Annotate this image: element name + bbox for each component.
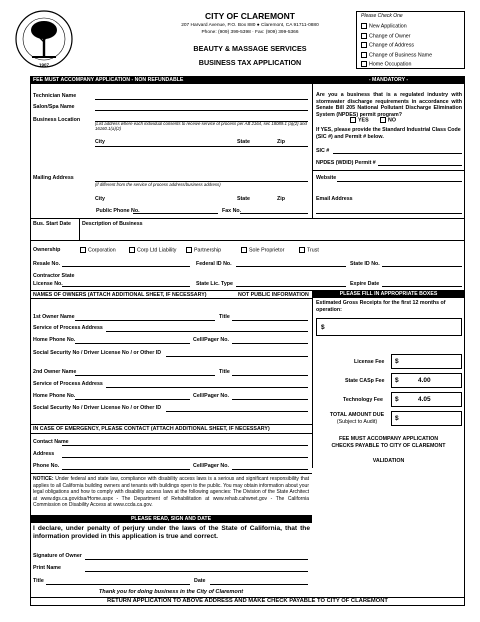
signature-label: Signature of Owner xyxy=(33,553,82,559)
city-label: City xyxy=(95,139,106,145)
casp-fee-dollar: $ xyxy=(395,377,399,384)
federal-id-label: Federal ID No. xyxy=(196,261,232,267)
salon-input[interactable] xyxy=(95,110,308,111)
ownership-llc[interactable]: Corp Ltd Liability xyxy=(129,247,176,253)
ownership-corporation[interactable]: Corporation xyxy=(80,247,116,253)
state-id-input[interactable] xyxy=(382,266,462,267)
resale-input[interactable] xyxy=(62,266,190,267)
owner1-title-label: Title xyxy=(219,314,230,320)
owner2-title-label: Title xyxy=(219,369,230,375)
federal-id-input[interactable] xyxy=(236,266,346,267)
owner1-sop-input[interactable] xyxy=(106,331,308,332)
checkbox-change-address[interactable]: Change of Address xyxy=(361,42,414,48)
npdes-label: NPDES (WDID) Permit # xyxy=(316,160,376,166)
signature-input[interactable] xyxy=(85,559,308,560)
emergency-cell-input[interactable] xyxy=(232,469,308,470)
perjury-declaration: I declare, under penalty of perjury under the laws of the State of California, that the information provided in this application is true and correct. xyxy=(33,525,310,541)
email-input[interactable] xyxy=(316,213,462,214)
svg-text:1907: 1907 xyxy=(38,62,50,68)
fee-notice-bar: FEE MUST ACCOMPANY APPLICATION - NON REFUNDABLE xyxy=(30,76,312,84)
owner2-ssn-label: Social Security No / Driver License No / or Other ID xyxy=(33,405,162,411)
emergency-address-input[interactable] xyxy=(62,457,308,458)
state2-label: State xyxy=(237,196,250,202)
emergency-address-label: Address xyxy=(33,451,55,457)
signer-title-label: Title xyxy=(33,578,44,584)
owner1-ssn-input[interactable] xyxy=(166,356,308,357)
mailing-note: (if different from the service of process address/business address) xyxy=(95,182,221,187)
contractor-label-1: Contractor State xyxy=(33,273,75,279)
technician-label: Technician Name xyxy=(33,93,77,99)
print-name-label: Print Name xyxy=(33,565,61,571)
contractor-label-2: License No. xyxy=(33,281,63,287)
tech-fee-value: 4.05 xyxy=(418,396,431,403)
tech-fee-dollar: $ xyxy=(395,396,399,403)
notice-text: Under federal and state law, compliance with disability access laws is a serious and significant responsibility that applies to all California building owners and tenants with buildings open to the public. You may obtain information about your legal obligations and how to comply with disability access laws at the following agencies: The Division of the State Architect at www.dgs.ca.gov/dsa/Home.aspx - The Department of Rehabilitation at www.rehab.cahwnet.gov - The California Commission on Disability Access at www.ccda.ca.gov. xyxy=(33,476,309,508)
location-note: (List address where each individual consents to receive service of process per AB 2164, sec 18089.1 (a)(2) and 16160.1(a)(2) xyxy=(95,121,307,131)
state-lic-type-input[interactable] xyxy=(236,286,346,287)
checkbox-change-owner[interactable]: Change of Owner xyxy=(361,33,411,39)
business-description-label: Description of Business xyxy=(82,221,143,227)
form-title-1: BEAUTY & MASSAGE SERVICES xyxy=(193,44,307,53)
state-lic-type-label: State Lic. Type xyxy=(196,281,233,287)
check-one-box xyxy=(356,11,465,69)
emergency-phone-input[interactable] xyxy=(62,469,190,470)
checkbox-change-business-name[interactable]: Change of Business Name xyxy=(361,52,432,58)
owners-heading: NAMES OF OWNERS (ATTACH ADDITIONAL SHEET, IF NECESSARY) xyxy=(33,292,207,298)
total-due-label: TOTAL AMOUNT DUE xyxy=(329,412,385,418)
expire-date-label: Expire Date xyxy=(350,281,380,287)
form-title-2: BUSINESS TAX APPLICATION xyxy=(198,58,302,67)
tech-fee-label: Technology Fee xyxy=(343,397,383,403)
owner2-home-phone-input[interactable] xyxy=(75,399,190,400)
mailing-label: Mailing Address xyxy=(33,175,74,181)
city2-label: City xyxy=(95,196,106,202)
owner2-name-input[interactable] xyxy=(75,375,215,376)
email-label: Email Address xyxy=(316,196,353,202)
owner1-name-label: 1st Owner Name xyxy=(33,314,75,320)
bus-start-label: Bus. Start Date xyxy=(33,221,71,227)
city-phone: Phone: (909) 399-5398 · Fax: (909) 399-5366 xyxy=(201,30,299,35)
checkbox-home-occupation[interactable]: Home Occupation xyxy=(361,61,411,67)
license-fee-input[interactable] xyxy=(391,354,462,369)
owner1-cell-input[interactable] xyxy=(232,343,308,344)
zip-label: Zip xyxy=(277,139,285,145)
owner2-cell-label: Cell/Pager No. xyxy=(193,393,229,399)
owner2-name-label: 2nd Owner Name xyxy=(33,369,77,375)
ownership-sole-proprietor[interactable]: Sole Proprietor xyxy=(241,247,284,253)
check-one-title: Please Check One xyxy=(361,13,403,19)
salon-label: Salon/Spa Name xyxy=(33,104,75,110)
validation-label: VALIDATION xyxy=(372,458,405,464)
stormwater-question: Are you a business that is a regulated industry with stormwater discharge requirements in accordance with Senate Bill 205 National Pollutant Discharge Elimination System (NPDES) permit program? xyxy=(316,92,462,118)
owner2-title-input[interactable] xyxy=(232,375,308,376)
sign-date-input[interactable] xyxy=(210,584,308,585)
owner2-sop-input[interactable] xyxy=(106,387,308,388)
total-due-input[interactable] xyxy=(391,411,462,426)
owner2-cell-input[interactable] xyxy=(232,399,308,400)
technician-input[interactable] xyxy=(95,99,308,100)
website-input[interactable] xyxy=(337,181,462,182)
license-fee-label: License Fee xyxy=(354,359,385,365)
sic-label: SIC # xyxy=(316,148,330,154)
not-public-label: NOT PUBLIC INFORMATION xyxy=(238,292,309,298)
total-due-sub: (Subject to Audit) xyxy=(336,419,378,425)
sic-instructions: If YES, please provide the Standard Industrial Class Code (SIC #) and Permit # below. xyxy=(316,127,461,140)
gross-dollar-sign: $ xyxy=(321,324,325,331)
city-name: CITY OF CLAREMONT xyxy=(204,11,296,21)
ownership-trust[interactable]: Trust xyxy=(299,247,319,253)
sic-input[interactable] xyxy=(333,153,462,154)
contractor-license-input[interactable] xyxy=(62,286,190,287)
stormwater-yes[interactable]: YES xyxy=(350,117,369,123)
owner2-home-phone-label: Home Phone No. xyxy=(33,393,76,399)
owner2-ssn-input[interactable] xyxy=(166,411,308,412)
signer-title-input[interactable] xyxy=(46,584,190,585)
public-phone-label: Public Phone No. xyxy=(96,208,140,214)
mandatory-bar: - MANDATORY - xyxy=(312,76,465,84)
owner1-sop-label: Service of Process Address xyxy=(33,325,103,331)
sign-date-label: Date xyxy=(194,578,206,584)
fax-input[interactable] xyxy=(240,213,308,214)
total-due-dollar: $ xyxy=(395,415,399,422)
license-fee-dollar: $ xyxy=(395,358,399,365)
owner1-home-phone-input[interactable] xyxy=(75,343,190,344)
city-seal xyxy=(14,8,74,70)
emergency-cell-label: Cell/Pager No. xyxy=(193,463,229,469)
casp-fee-value: 4.00 xyxy=(418,377,431,384)
resale-label: Resale No. xyxy=(33,261,61,267)
public-phone-input[interactable] xyxy=(133,213,218,214)
stormwater-no[interactable]: NO xyxy=(380,117,396,123)
thank-you-message: Thank you for doing business in the City of Claremont xyxy=(98,589,244,595)
owner1-name-input[interactable] xyxy=(75,320,215,321)
state-id-label: State ID No. xyxy=(350,261,380,267)
location-label: Business Location xyxy=(33,117,81,123)
state-label: State xyxy=(237,139,250,145)
tech-fee-box xyxy=(391,392,462,407)
emergency-heading: IN CASE OF EMERGENCY, PLEASE CONTACT (ATTACH ADDITIONAL SHEET, IF NECESSARY) xyxy=(33,426,270,432)
emergency-contact-input[interactable] xyxy=(62,445,308,446)
notice-label: NOTICE: xyxy=(33,476,54,482)
checks-payable: CHECKS PAYABLE TO CITY OF CLAREMONT xyxy=(331,443,446,449)
expire-date-input[interactable] xyxy=(382,286,462,287)
disability-notice xyxy=(33,476,309,509)
emergency-phone-label: Phone No. xyxy=(33,463,60,469)
return-instructions: RETURN APPLICATION TO ABOVE ADDRESS AND MAKE CHECK PAYABLE TO CITY OF CLAREMONT xyxy=(107,598,388,604)
owner1-title-input[interactable] xyxy=(232,320,308,321)
city-address: 207 Harvard Avenue, P.O. Box 880 ● Claremont, CA 91711-0880 xyxy=(181,23,319,28)
gross-receipts-input[interactable] xyxy=(316,318,462,336)
fill-boxes-bar: PLEASE FILL IN APPROPRIATE BOXES xyxy=(312,290,465,298)
owner1-ssn-label: Social Security No / Driver License No / or Other ID xyxy=(33,350,162,356)
sign-bar: PLEASE READ, SIGN AND DATE xyxy=(30,515,312,523)
casp-fee-box xyxy=(391,373,462,388)
owner1-cell-label: Cell/Pager No. xyxy=(193,337,229,343)
casp-fee-label: State CASp Fee xyxy=(345,378,385,384)
zip2-label: Zip xyxy=(277,196,285,202)
ownership-partnership[interactable]: Partnership xyxy=(186,247,221,253)
emergency-contact-label: Contact Name xyxy=(33,439,69,445)
ownership-label: Ownership xyxy=(33,247,61,253)
npdes-input[interactable] xyxy=(378,165,462,166)
city-input[interactable] xyxy=(95,146,308,147)
owner1-home-phone-label: Home Phone No. xyxy=(33,337,76,343)
website-label: Website xyxy=(316,175,337,181)
gross-receipts-label: Estimated Gross Receipts for the first 12 months of operation: xyxy=(316,300,446,313)
fax-label: Fax No. xyxy=(222,208,242,214)
checkbox-new-application[interactable]: New Application xyxy=(361,23,407,29)
owner2-sop-label: Service of Process Address xyxy=(33,381,103,387)
fee-must-accompany: FEE MUST ACCOMPANY APPLICATION xyxy=(338,436,439,442)
print-name-input[interactable] xyxy=(85,571,308,572)
